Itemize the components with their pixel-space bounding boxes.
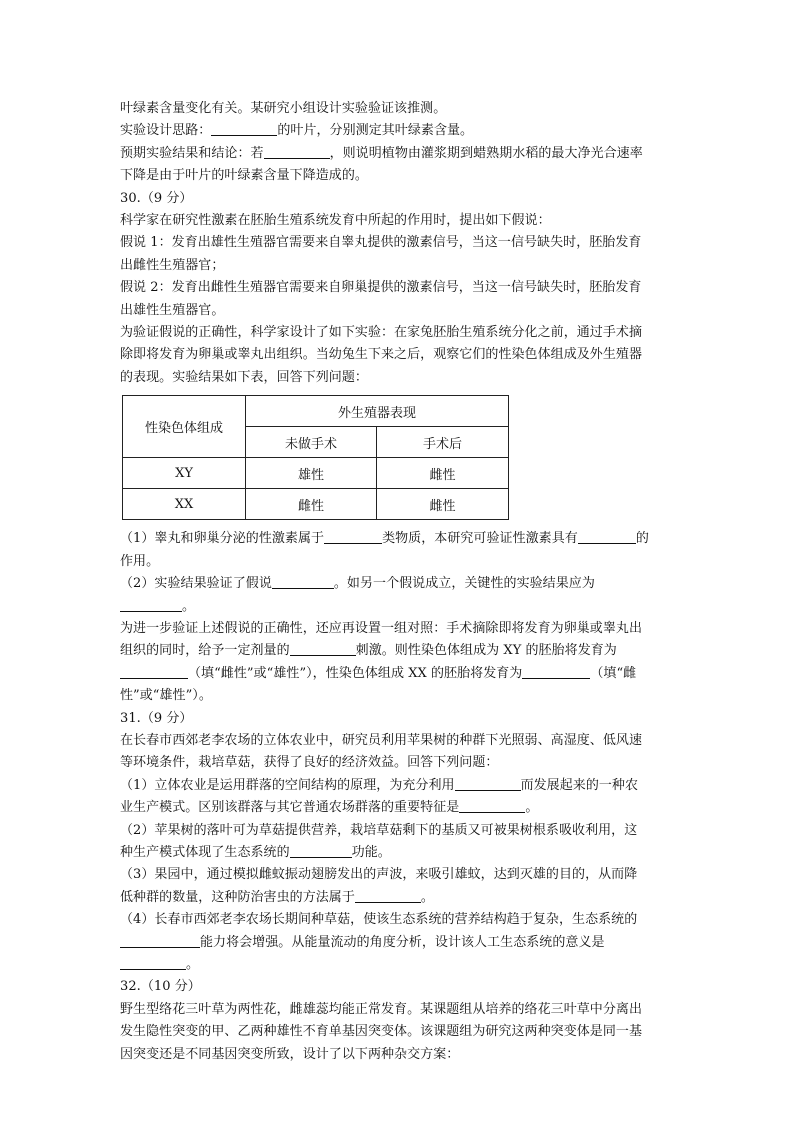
text-line: 作用。 bbox=[120, 553, 160, 569]
answer-blank[interactable] bbox=[459, 798, 525, 813]
text-line: 野生型络花三叶草为两性花，雌雄蕊均能正常发育。某课题组从培养的络花三叶草中分离出 bbox=[120, 1001, 643, 1017]
text-line: （填“雌性”或“雄性”），性染色体组成 XX 的胚胎将发育为 （填“雌 bbox=[120, 663, 680, 685]
text-line: 在长春市西郊老李农场的立体农业中，研究员利用苹果树的种群下光照弱、高湿度、低风速 bbox=[120, 732, 643, 748]
text-line: 假说 2：发育出雌性生殖器官需要来自卵巢提供的激素信号，当这一信号缺失时，胚胎发育 bbox=[120, 280, 642, 296]
text-line: 出雄性生殖器官。 bbox=[120, 302, 225, 318]
question-heading: 31.（9 分） bbox=[120, 710, 193, 726]
table-cell: XY bbox=[123, 458, 246, 489]
text-line: （4）长春市西郊老李农场长期间种草菇，使该生态系统的营养结构趋于复杂，生态系统的 bbox=[120, 912, 638, 928]
answer-blank[interactable] bbox=[211, 121, 277, 136]
table-row bbox=[123, 458, 509, 489]
table-cell: 雌性 bbox=[246, 489, 377, 520]
table-cell: XX bbox=[123, 489, 246, 520]
text-line: 叶绿素含量变化有关。某研究小组设计实验验证该推测。 bbox=[120, 101, 447, 116]
text-line: 为进一步验证上述假说的正确性，还应再设置一组对照：手术摘除即将发育为卵巢或睾丸出 bbox=[120, 620, 643, 636]
table-cell: 雌性 bbox=[377, 489, 509, 520]
text-line: 能力将会增强。从能量流动的角度分析，设计该人工生态系统的意义是 bbox=[120, 932, 680, 954]
answer-blank[interactable] bbox=[578, 529, 636, 544]
answer-blank[interactable] bbox=[272, 574, 334, 589]
text-line: 实验设计思路： 的叶片，分别测定其叶绿素含量。 bbox=[120, 123, 474, 139]
answer-blank[interactable] bbox=[264, 144, 330, 159]
table-header-after-surgery: 手术后 bbox=[377, 427, 509, 458]
text-line: 科学家在研究性激素在胚胎生殖系统发育中所起的作用时，提出如下假说： bbox=[120, 213, 551, 229]
table-row bbox=[123, 489, 509, 520]
text-line: 因突变还是不同基因突变所致，设计了以下两种杂交方案： bbox=[120, 1046, 460, 1062]
text-line: 发生隐性突变的甲、乙两种雄性不育单基因突变体。该课题组为研究这两种突变体是同一基 bbox=[120, 1024, 643, 1040]
table-header-group: 外生殖器表现 bbox=[246, 396, 509, 427]
exam-page bbox=[120, 98, 680, 1066]
question-heading: 32.（10 分） bbox=[120, 979, 201, 995]
text-line: 组织的同时，给予一定剂量的 刺激。则性染色体组成为 XY 的胚胎将发育为 bbox=[120, 643, 617, 659]
text-line: 的表现。实验结果如下表，回答下列问题： bbox=[120, 369, 368, 385]
text-line: 。 bbox=[120, 954, 680, 976]
text-line: 为验证假说的正确性，科学家设计了如下实验：在家兔胚胎生殖系统分化之前，通过手术摘 bbox=[120, 325, 643, 341]
text-line: 假说 1：发育出雄性生殖器官需要来自睾丸提供的激素信号，当这一信号缺失时，胚胎发育 bbox=[120, 235, 642, 251]
text-line: 。 bbox=[120, 596, 680, 618]
answer-blank[interactable] bbox=[290, 843, 352, 858]
text-line: 性”或“雄性”）。 bbox=[120, 688, 212, 704]
answer-blank[interactable] bbox=[120, 664, 188, 679]
answer-blank[interactable] bbox=[455, 776, 521, 791]
text-line: 除即将发育为卵巢或睾丸出组织。当幼兔生下来之后，观察它们的性染色体组成及外生殖器 bbox=[120, 347, 643, 363]
table-cell: 雌性 bbox=[377, 458, 509, 489]
answer-blank[interactable] bbox=[290, 641, 356, 656]
text-line: （2）实验结果验证了假说 。如另一个假说成立，关键性的实验结果应为 bbox=[120, 576, 595, 592]
table-cell: 雄性 bbox=[246, 458, 377, 489]
table-header-no-surgery: 未做手术 bbox=[246, 427, 377, 458]
text-line: 业生产模式。区别该群落与其它普通农场群落的重要特征是 。 bbox=[120, 800, 539, 816]
text-line: 种生产模式体现了生态系统的 功能。 bbox=[120, 844, 391, 860]
text-line: （1）睾丸和卵巢分泌的性激素属于 类物质，本研究可验证性激素具有 的 bbox=[120, 531, 649, 547]
text-line: （2）苹果树的落叶可为草菇提供营养，栽培草菇剩下的基质又可被果树根系吸收利用，这 bbox=[120, 822, 638, 838]
answer-blank[interactable] bbox=[355, 888, 421, 903]
table-header-chromosome: 性染色体组成 bbox=[123, 396, 246, 458]
text-line: 预期实验结果和结论：若 ，则说明植物由灌浆期到蜡熟期水稻的最大净光合速率 bbox=[120, 145, 643, 161]
answer-blank[interactable] bbox=[522, 664, 590, 679]
answer-blank[interactable] bbox=[120, 597, 182, 612]
text-line: 等环境条件，栽培草菇，获得了良好的经济效益。回答下列问题： bbox=[120, 755, 499, 771]
text-line: 下降是由于叶片的叶绿素含量下降造成的。 bbox=[120, 168, 368, 184]
answer-blank[interactable] bbox=[120, 955, 186, 970]
text-line: 低种群的数量，这种防治害虫的方法属于 。 bbox=[120, 889, 434, 905]
text-line: 出雌性生殖器官； bbox=[120, 257, 225, 273]
question-heading: 30.（9 分） bbox=[120, 190, 193, 206]
results-table bbox=[122, 395, 509, 520]
text-line: （3）果园中，通过模拟雌蚊振动翅膀发出的声波，来吸引雄蚊，达到灭雄的目的，从而降 bbox=[120, 867, 638, 883]
text-line: （1）立体农业是运用群落的空间结构的原理，为充分利用 而发展起来的一种农 bbox=[120, 777, 639, 793]
answer-blank[interactable] bbox=[120, 933, 200, 948]
answer-blank[interactable] bbox=[324, 529, 382, 544]
